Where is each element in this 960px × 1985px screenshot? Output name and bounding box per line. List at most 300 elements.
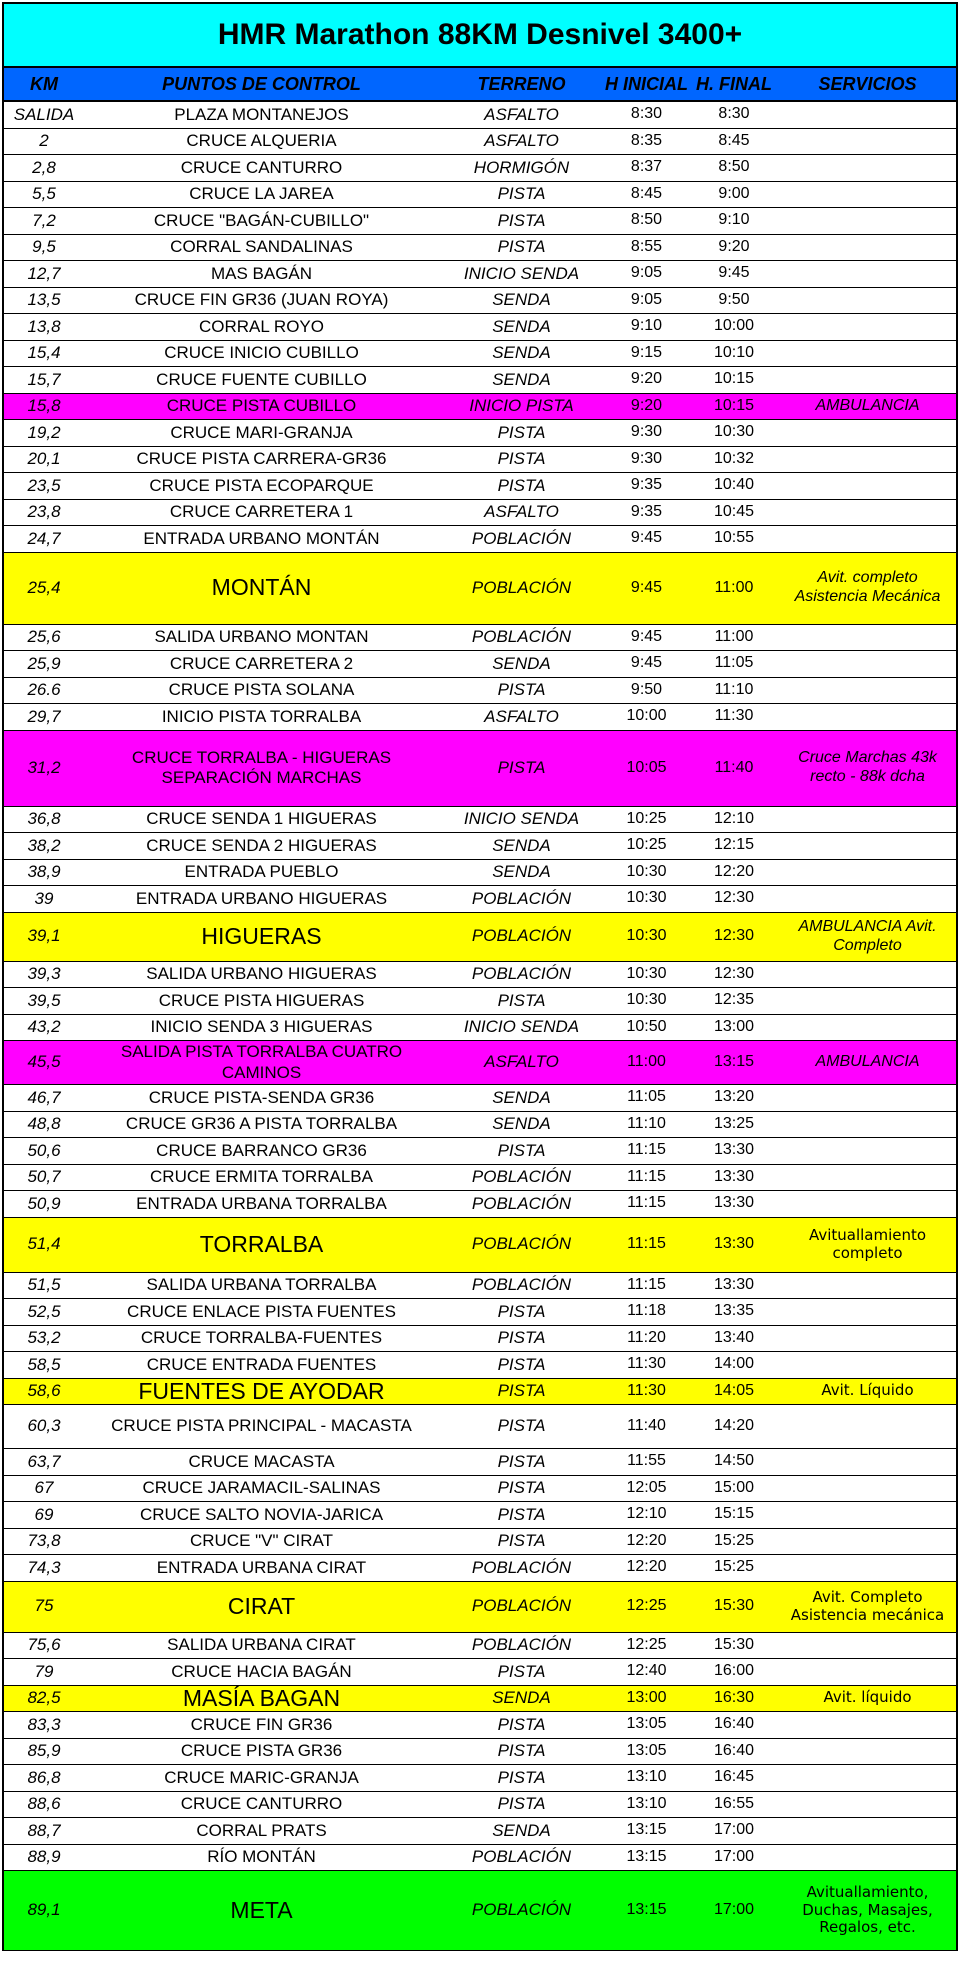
cell-punto-control: CRUCE PISTA HIGUERAS bbox=[158, 990, 365, 1010]
cell-terreno: INICIO SENDA bbox=[463, 263, 580, 283]
cell-h-final: 10:10 bbox=[713, 343, 755, 361]
table-row bbox=[2, 208, 958, 235]
cell-km: 46,7 bbox=[27, 1087, 61, 1107]
cell-h-final: 15:15 bbox=[713, 1505, 755, 1523]
cell-h-final: 16:30 bbox=[713, 1688, 755, 1706]
cell-terreno: HORMIGÓN bbox=[473, 157, 570, 177]
table-row bbox=[2, 1765, 958, 1792]
table-row bbox=[2, 102, 958, 129]
cell-km: 45,5 bbox=[27, 1052, 61, 1072]
cell-servicios bbox=[779, 988, 956, 1014]
cell-terreno: PISTA bbox=[497, 1767, 546, 1787]
cell-terreno: POBLACIÓN bbox=[471, 577, 572, 597]
cell-h-final: 14:00 bbox=[713, 1355, 755, 1373]
cell-h-final: 9:45 bbox=[718, 264, 750, 282]
table-row bbox=[2, 1112, 958, 1139]
table-row bbox=[2, 182, 958, 209]
cell-servicios bbox=[779, 1845, 956, 1871]
cell-h-final: 11:05 bbox=[714, 654, 754, 672]
cell-punto-control: CRUCE PISTA CUBILLO bbox=[166, 396, 357, 416]
cell-terreno: ASFALTO bbox=[484, 104, 559, 124]
cell-h-inicial: 9:05 bbox=[630, 290, 663, 308]
table-row bbox=[2, 1529, 958, 1556]
cell-h-inicial: 12:25 bbox=[626, 1597, 667, 1615]
cell-h-final: 14:50 bbox=[713, 1452, 755, 1470]
table-row bbox=[2, 1633, 958, 1660]
cell-h-final: 15:00 bbox=[713, 1478, 755, 1496]
cell-punto-control: INICIO PISTA TORRALBA bbox=[161, 706, 362, 726]
cell-servicios: AMBULANCIA bbox=[815, 1053, 920, 1071]
cell-servicios: Avit. Completo Asistencia mecánica bbox=[790, 1587, 945, 1624]
cell-h-final: 13:20 bbox=[713, 1088, 755, 1106]
cell-h-inicial: 8:37 bbox=[630, 158, 663, 176]
cell-h-final: 11:00 bbox=[714, 578, 754, 596]
cell-servicios bbox=[779, 1792, 956, 1818]
cell-terreno: POBLACIÓN bbox=[471, 1596, 572, 1616]
cell-punto-control: CRUCE SALTO NOVIA-JARICA bbox=[139, 1504, 384, 1524]
table-row bbox=[2, 1379, 958, 1406]
cell-km: 38,2 bbox=[27, 835, 61, 855]
cell-terreno: POBLACIÓN bbox=[471, 964, 572, 984]
cell-terreno: PISTA bbox=[497, 757, 546, 777]
cell-h-inicial: 9:10 bbox=[630, 317, 663, 335]
cell-terreno: PISTA bbox=[497, 1661, 546, 1681]
cell-km: 60,3 bbox=[27, 1416, 61, 1436]
cell-punto-control: MAS BAGÁN bbox=[210, 263, 313, 283]
cell-h-final: 14:20 bbox=[713, 1417, 755, 1435]
table-row bbox=[2, 1871, 958, 1951]
table-row bbox=[2, 500, 958, 527]
cell-km: 2,8 bbox=[32, 157, 56, 177]
cell-h-final: 17:00 bbox=[713, 1901, 755, 1919]
table-row bbox=[2, 962, 958, 989]
cell-punto-control: CRUCE HACIA BAGÁN bbox=[171, 1661, 352, 1681]
cell-h-final: 13:30 bbox=[713, 1141, 755, 1159]
cell-km: 23,5 bbox=[27, 475, 61, 495]
cell-terreno: SENDA bbox=[492, 653, 551, 673]
cell-punto-control: CRUCE TORRALBA-FUENTES bbox=[140, 1328, 383, 1348]
table-row bbox=[2, 1326, 958, 1353]
cell-h-inicial: 9:15 bbox=[630, 343, 663, 361]
cell-h-inicial: 9:50 bbox=[630, 680, 663, 698]
cell-punto-control: CRUCE MACASTA bbox=[188, 1451, 335, 1471]
cell-h-inicial: 11:00 bbox=[627, 1053, 666, 1071]
cell-h-final: 8:30 bbox=[718, 105, 750, 123]
cell-h-final: 17:00 bbox=[713, 1847, 755, 1865]
cell-terreno: PISTA bbox=[497, 1451, 546, 1471]
cell-h-final: 13:00 bbox=[713, 1017, 755, 1035]
cell-km: 88,9 bbox=[27, 1847, 61, 1867]
table-row bbox=[2, 553, 958, 625]
table-row bbox=[2, 1818, 958, 1845]
cell-terreno: POBLACIÓN bbox=[471, 1847, 572, 1867]
cell-punto-control: SALIDA URBANA TORRALBA bbox=[146, 1275, 377, 1295]
cell-h-final: 16:40 bbox=[713, 1741, 755, 1759]
cell-servicios bbox=[779, 807, 956, 833]
cell-terreno: POBLACIÓN bbox=[471, 926, 572, 946]
cell-km: 20,1 bbox=[27, 449, 61, 469]
cell-servicios bbox=[779, 208, 956, 234]
cell-terreno: INICIO SENDA bbox=[463, 809, 580, 829]
cell-terreno: POBLACIÓN bbox=[471, 1635, 572, 1655]
cell-servicios bbox=[779, 1476, 956, 1502]
cell-h-inicial: 12:10 bbox=[626, 1505, 667, 1523]
cell-km: 36,8 bbox=[27, 809, 61, 829]
table-row bbox=[2, 913, 958, 962]
cell-h-final: 13:30 bbox=[713, 1194, 755, 1212]
cell-punto-control: CRUCE "V" CIRAT bbox=[189, 1531, 334, 1551]
cell-terreno: PISTA bbox=[497, 475, 546, 495]
cell-h-final: 11:30 bbox=[714, 707, 754, 725]
cell-km: 13,8 bbox=[27, 316, 61, 336]
cell-h-inicial: 12:20 bbox=[626, 1531, 667, 1549]
table-row bbox=[2, 1502, 958, 1529]
cell-h-inicial: 11:40 bbox=[627, 1417, 666, 1435]
cell-servicios: Avit. Líquido bbox=[821, 1381, 914, 1400]
cell-terreno: SENDA bbox=[492, 1114, 551, 1134]
cell-punto-control: CRUCE "BAGÁN-CUBILLO" bbox=[153, 210, 370, 230]
cell-punto-control: FUENTES DE AYODAR bbox=[138, 1377, 385, 1404]
cell-terreno: PISTA bbox=[497, 990, 546, 1010]
cell-terreno: INICIO SENDA bbox=[463, 1017, 580, 1037]
cell-h-inicial: 13:15 bbox=[626, 1847, 667, 1865]
cell-h-inicial: 11:15 bbox=[627, 1275, 666, 1293]
cell-km: 89,1 bbox=[27, 1900, 61, 1920]
cell-h-final: 17:00 bbox=[713, 1821, 755, 1839]
cell-terreno: PISTA bbox=[497, 1354, 546, 1374]
header-km: KM bbox=[30, 73, 58, 94]
cell-h-inicial: 10:50 bbox=[626, 1017, 667, 1035]
table-body bbox=[2, 102, 958, 1951]
table-row bbox=[2, 367, 958, 394]
cell-punto-control: CRUCE LA JAREA bbox=[189, 184, 334, 204]
cell-servicios bbox=[779, 1015, 956, 1041]
cell-h-final: 8:45 bbox=[718, 131, 750, 149]
cell-h-final: 15:30 bbox=[713, 1597, 755, 1615]
cell-servicios bbox=[779, 1273, 956, 1299]
cell-terreno: POBLACIÓN bbox=[471, 888, 572, 908]
cell-h-final: 16:40 bbox=[713, 1715, 755, 1733]
cell-servicios bbox=[779, 1112, 956, 1138]
cell-terreno: PISTA bbox=[497, 1381, 546, 1401]
cell-h-inicial: 10:30 bbox=[626, 862, 667, 880]
cell-km: 82,5 bbox=[27, 1688, 61, 1708]
cell-terreno: PISTA bbox=[497, 184, 546, 204]
cell-terreno: POBLACIÓN bbox=[471, 1557, 572, 1577]
header-servicios: SERVICIOS bbox=[818, 73, 917, 94]
cell-punto-control: CRUCE PISTA PRINCIPAL - MACASTA bbox=[111, 1416, 412, 1436]
table-row bbox=[2, 1449, 958, 1476]
cell-punto-control: RÍO MONTÁN bbox=[207, 1847, 316, 1867]
cell-km: 83,3 bbox=[27, 1714, 61, 1734]
cell-km: 51,4 bbox=[27, 1234, 61, 1254]
cell-h-final: 10:45 bbox=[713, 502, 755, 520]
cell-h-inicial: 9:05 bbox=[630, 264, 663, 282]
cell-terreno: ASFALTO bbox=[484, 502, 559, 522]
cell-h-inicial: 9:35 bbox=[630, 476, 663, 494]
cell-servicios bbox=[779, 651, 956, 677]
table-row bbox=[2, 1476, 958, 1503]
table-title: HMR Marathon 88KM Desnivel 3400+ bbox=[2, 2, 958, 68]
cell-terreno: PISTA bbox=[497, 1140, 546, 1160]
cell-km: 9,5 bbox=[32, 237, 56, 257]
table-row bbox=[2, 1845, 958, 1872]
cell-km: 13,5 bbox=[27, 290, 61, 310]
cell-servicios bbox=[779, 182, 956, 208]
cell-km: 38,9 bbox=[27, 862, 61, 882]
cell-servicios bbox=[779, 314, 956, 340]
cell-servicios bbox=[779, 1739, 956, 1765]
cell-h-inicial: 13:05 bbox=[626, 1741, 667, 1759]
cell-punto-control: SALIDA URBANA CIRAT bbox=[167, 1635, 356, 1655]
cell-servicios: AMBULANCIA bbox=[815, 396, 920, 414]
table-row bbox=[2, 1138, 958, 1165]
table-row bbox=[2, 1299, 958, 1326]
cell-punto-control: CRUCE JARAMACIL-SALINAS bbox=[142, 1478, 381, 1498]
cell-h-inicial: 10:30 bbox=[626, 964, 667, 982]
cell-punto-control: CRUCE MARIC-GRANJA bbox=[164, 1767, 359, 1787]
cell-h-inicial: 11:15 bbox=[627, 1141, 666, 1159]
cell-km: 50,6 bbox=[27, 1140, 61, 1160]
cell-terreno: PISTA bbox=[497, 1531, 546, 1551]
cell-punto-control: TORRALBA bbox=[199, 1230, 324, 1257]
cell-servicios bbox=[779, 1765, 956, 1791]
cell-servicios: Avituallamiento, Duchas, Masajes, Regalos, etc. bbox=[802, 1882, 933, 1937]
cell-h-final: 9:00 bbox=[718, 184, 750, 202]
cell-h-inicial: 11:30 bbox=[627, 1355, 666, 1373]
cell-punto-control: CRUCE CANTURRO bbox=[180, 1794, 343, 1814]
cell-h-final: 12:15 bbox=[713, 836, 755, 854]
table-row bbox=[2, 314, 958, 341]
cell-km: 51,5 bbox=[27, 1275, 61, 1295]
cell-terreno: SENDA bbox=[492, 369, 551, 389]
cell-terreno: POBLACIÓN bbox=[471, 627, 572, 647]
cell-servicios bbox=[779, 129, 956, 155]
cell-km: 25,4 bbox=[27, 577, 61, 597]
cell-h-final: 12:30 bbox=[713, 889, 755, 907]
cell-h-inicial: 9:35 bbox=[630, 502, 663, 520]
cell-terreno: PISTA bbox=[497, 1794, 546, 1814]
table-row bbox=[2, 1739, 958, 1766]
table-row bbox=[2, 704, 958, 731]
cell-h-final: 10:32 bbox=[713, 449, 755, 467]
cell-h-final: 16:00 bbox=[713, 1662, 755, 1680]
cell-punto-control: SALIDA URBANO HIGUERAS bbox=[146, 964, 377, 984]
cell-h-final: 13:40 bbox=[713, 1328, 755, 1346]
cell-h-inicial: 10:30 bbox=[626, 927, 667, 945]
cell-punto-control: CORRAL ROYO bbox=[198, 316, 324, 336]
cell-punto-control: ENTRADA PUEBLO bbox=[184, 862, 339, 882]
cell-terreno: POBLACIÓN bbox=[471, 1193, 572, 1213]
table-row bbox=[2, 155, 958, 182]
cell-terreno: PISTA bbox=[497, 210, 546, 230]
cell-servicios bbox=[779, 625, 956, 651]
table-row bbox=[2, 129, 958, 156]
cell-h-inicial: 13:15 bbox=[626, 1901, 667, 1919]
cell-h-final: 13:25 bbox=[713, 1114, 755, 1132]
cell-servicios bbox=[779, 1555, 956, 1581]
cell-punto-control: CRUCE PISTA CARRERA-GR36 bbox=[136, 449, 387, 469]
cell-km: 23,8 bbox=[27, 502, 61, 522]
cell-terreno: PISTA bbox=[497, 1478, 546, 1498]
cell-terreno: PISTA bbox=[497, 449, 546, 469]
cell-h-inicial: 9:45 bbox=[630, 654, 663, 672]
cell-km: 39,1 bbox=[27, 926, 61, 946]
cell-servicios bbox=[779, 962, 956, 988]
cell-h-inicial: 11:05 bbox=[627, 1088, 666, 1106]
cell-servicios bbox=[779, 704, 956, 730]
cell-h-final: 11:00 bbox=[714, 627, 754, 645]
table-row bbox=[2, 341, 958, 368]
cell-h-inicial: 11:20 bbox=[627, 1328, 666, 1346]
cell-punto-control: CORRAL PRATS bbox=[196, 1820, 327, 1840]
cell-h-final: 12:30 bbox=[713, 927, 755, 945]
cell-punto-control: CRUCE SENDA 1 HIGUERAS bbox=[146, 809, 377, 829]
cell-terreno: POBLACIÓN bbox=[471, 1275, 572, 1295]
cell-servicios: Avituallamiento completo bbox=[808, 1225, 927, 1262]
cell-h-final: 15:25 bbox=[713, 1531, 755, 1549]
table-row bbox=[2, 833, 958, 860]
table-row bbox=[2, 1712, 958, 1739]
table-row bbox=[2, 807, 958, 834]
cell-h-inicial: 11:30 bbox=[627, 1381, 666, 1399]
cell-h-final: 12:30 bbox=[713, 964, 755, 982]
cell-h-inicial: 11:15 bbox=[627, 1194, 666, 1212]
table-row bbox=[2, 1165, 958, 1192]
cell-terreno: POBLACIÓN bbox=[471, 1234, 572, 1254]
cell-h-final: 13:30 bbox=[713, 1235, 755, 1253]
cell-terreno: ASFALTO bbox=[484, 706, 559, 726]
cell-punto-control: CRUCE FIN GR36 (JUAN ROYA) bbox=[134, 290, 389, 310]
cell-terreno: SENDA bbox=[492, 1087, 551, 1107]
cell-punto-control: META bbox=[230, 1896, 293, 1923]
cell-km: 53,2 bbox=[27, 1328, 61, 1348]
table-row bbox=[2, 1352, 958, 1379]
cell-terreno: PISTA bbox=[497, 680, 546, 700]
cell-h-inicial: 10:05 bbox=[626, 758, 667, 776]
cell-km: 25,9 bbox=[27, 653, 61, 673]
cell-terreno: PISTA bbox=[497, 1328, 546, 1348]
table-row bbox=[2, 235, 958, 262]
cell-punto-control: MONTÁN bbox=[211, 574, 312, 601]
cell-h-final: 10:15 bbox=[713, 370, 755, 388]
cell-h-inicial: 8:35 bbox=[630, 131, 663, 149]
cell-servicios bbox=[779, 678, 956, 704]
cell-km: 74,3 bbox=[27, 1557, 61, 1577]
cell-h-final: 13:15 bbox=[713, 1053, 755, 1071]
cell-km: 48,8 bbox=[27, 1114, 61, 1134]
cell-h-final: 13:30 bbox=[713, 1167, 755, 1185]
cell-h-inicial: 11:55 bbox=[627, 1452, 666, 1470]
cell-servicios bbox=[779, 420, 956, 446]
cell-h-final: 12:35 bbox=[713, 991, 755, 1009]
cell-km: 5,5 bbox=[32, 184, 56, 204]
cell-h-final: 15:30 bbox=[713, 1635, 755, 1653]
cell-punto-control: CRUCE CANTURRO bbox=[180, 157, 343, 177]
cell-km: 79 bbox=[34, 1661, 54, 1681]
header-terreno: TERRENO bbox=[477, 73, 566, 94]
cell-km: 31,2 bbox=[27, 757, 61, 777]
table-row bbox=[2, 447, 958, 474]
cell-h-inicial: 9:30 bbox=[630, 423, 663, 441]
cell-terreno: POBLACIÓN bbox=[471, 1167, 572, 1187]
cell-punto-control: CRUCE GR36 A PISTA TORRALBA bbox=[125, 1114, 398, 1134]
cell-h-inicial: 9:20 bbox=[630, 370, 663, 388]
cell-servicios bbox=[779, 341, 956, 367]
cell-punto-control: CRUCE INICIO CUBILLO bbox=[164, 343, 359, 363]
cell-punto-control: SALIDA URBANO MONTAN bbox=[154, 627, 369, 647]
cell-servicios bbox=[779, 526, 956, 552]
cell-terreno: PISTA bbox=[497, 1301, 546, 1321]
cell-servicios bbox=[779, 367, 956, 393]
cell-km: SALIDA bbox=[13, 104, 75, 124]
table-row bbox=[2, 394, 958, 421]
cell-servicios bbox=[779, 1326, 956, 1352]
cell-h-final: 9:20 bbox=[718, 237, 750, 255]
cell-servicios bbox=[779, 500, 956, 526]
cell-km: 15,7 bbox=[27, 369, 61, 389]
cell-servicios bbox=[779, 1712, 956, 1738]
cell-km: 88,7 bbox=[27, 1820, 61, 1840]
cell-km: 50,7 bbox=[27, 1167, 61, 1187]
cell-km: 63,7 bbox=[27, 1451, 61, 1471]
cell-h-inicial: 13:10 bbox=[626, 1768, 667, 1786]
cell-servicios bbox=[779, 261, 956, 287]
cell-km: 43,2 bbox=[27, 1017, 61, 1037]
cell-km: 39 bbox=[34, 888, 54, 908]
cell-terreno: ASFALTO bbox=[484, 131, 559, 151]
cell-servicios bbox=[779, 235, 956, 261]
table-row bbox=[2, 1792, 958, 1819]
table-row bbox=[2, 1659, 958, 1686]
cell-servicios bbox=[779, 860, 956, 886]
cell-h-inicial: 9:30 bbox=[630, 449, 663, 467]
cell-h-inicial: 8:45 bbox=[630, 184, 663, 202]
cell-h-final: 16:55 bbox=[713, 1794, 755, 1812]
cell-km: 12,7 bbox=[27, 263, 61, 283]
cell-h-final: 13:35 bbox=[713, 1302, 755, 1320]
table-row bbox=[2, 1015, 958, 1042]
cell-punto-control: ENTRADA URBANO MONTÁN bbox=[143, 528, 380, 548]
table-row bbox=[2, 1085, 958, 1112]
cell-punto-control: CRUCE CARRETERA 2 bbox=[169, 653, 354, 673]
cell-km: 88,6 bbox=[27, 1794, 61, 1814]
table-row bbox=[2, 288, 958, 315]
cell-servicios bbox=[779, 886, 956, 912]
cell-terreno: PISTA bbox=[497, 1416, 546, 1436]
cell-h-inicial: 12:40 bbox=[626, 1662, 667, 1680]
cell-punto-control: ENTRADA URBANA TORRALBA bbox=[136, 1193, 387, 1213]
cell-h-final: 13:30 bbox=[713, 1275, 755, 1293]
cell-km: 39,5 bbox=[27, 990, 61, 1010]
header-h-inicial: H INICIAL bbox=[605, 73, 688, 94]
cell-km: 29,7 bbox=[27, 706, 61, 726]
cell-servicios bbox=[779, 1659, 956, 1685]
cell-h-final: 11:10 bbox=[714, 680, 754, 698]
cell-h-final: 8:50 bbox=[718, 158, 750, 176]
cell-km: 58,5 bbox=[27, 1354, 61, 1374]
cell-servicios bbox=[779, 1085, 956, 1111]
cell-punto-control: CRUCE PISTA GR36 bbox=[180, 1741, 343, 1761]
cell-punto-control: CRUCE SENDA 2 HIGUERAS bbox=[146, 835, 377, 855]
cell-h-final: 14:05 bbox=[713, 1381, 755, 1399]
cell-h-inicial: 11:18 bbox=[627, 1302, 666, 1320]
cell-punto-control: CRUCE FIN GR36 bbox=[190, 1714, 333, 1734]
cell-terreno: PISTA bbox=[497, 1714, 546, 1734]
cell-servicios bbox=[779, 1818, 956, 1844]
cell-servicios bbox=[779, 102, 956, 128]
cell-terreno: SENDA bbox=[492, 835, 551, 855]
